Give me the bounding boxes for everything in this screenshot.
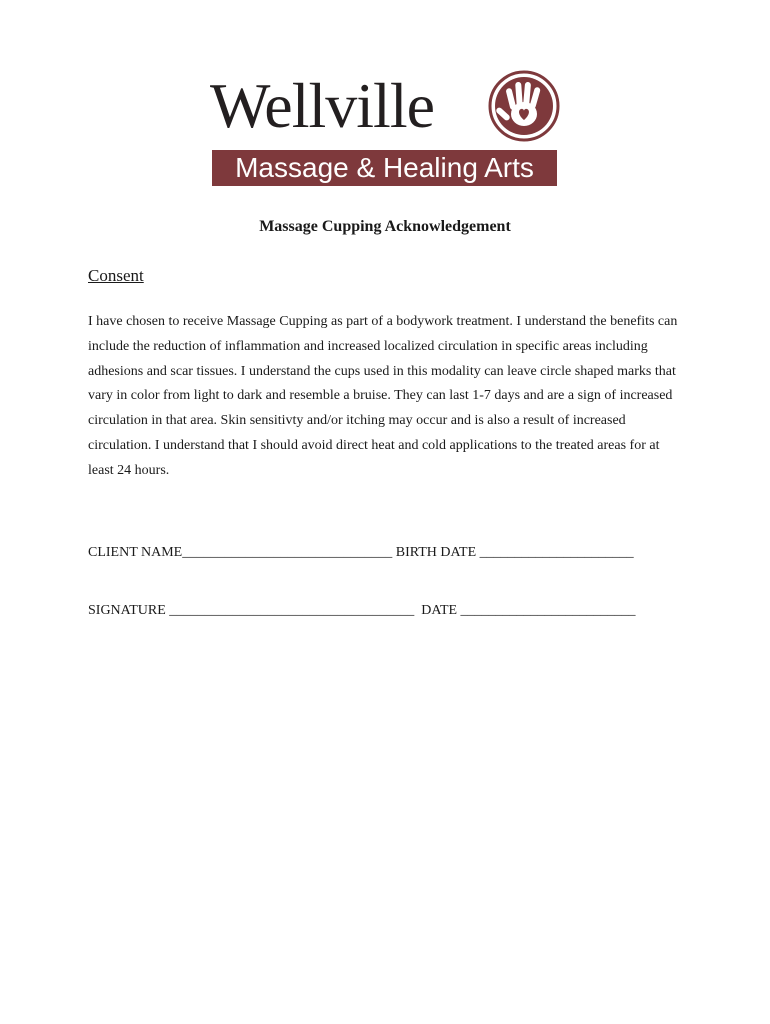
logo-tagline-banner: Massage & Healing Arts bbox=[212, 150, 557, 186]
document-title: Massage Cupping Acknowledgement bbox=[259, 218, 511, 235]
consent-paragraph: I have chosen to receive Massage Cupping as part of a bodywork treatment. I understand the benefits can include the reduction of inflammation and increased localized circulation in specific areas including adhesions and scar tissues. I understand the cups used in this modality can leave circle shaped marks that vary in color from light to dark and resemble a bruise. They can last 1-7 days and are a sign of increased circulation in that area. Skin sensitivty and/or itching may occur and is also a result of increased circulation. I understand that I should avoid direct heat and cold applications to the treated areas for at least 24 hours. bbox=[88, 314, 678, 478]
client-name-birth-date-line: CLIENT NAME______________________________ BIRTH DATE ______________________ bbox=[88, 545, 634, 560]
section-heading: Consent bbox=[88, 266, 144, 285]
hand-print-with-heart-icon bbox=[488, 70, 560, 142]
company-logo bbox=[210, 68, 560, 188]
signature-date-line: SIGNATURE ___________________________________ DATE _________________________ bbox=[88, 603, 636, 618]
logo-brand-name: Wellville bbox=[210, 70, 434, 141]
